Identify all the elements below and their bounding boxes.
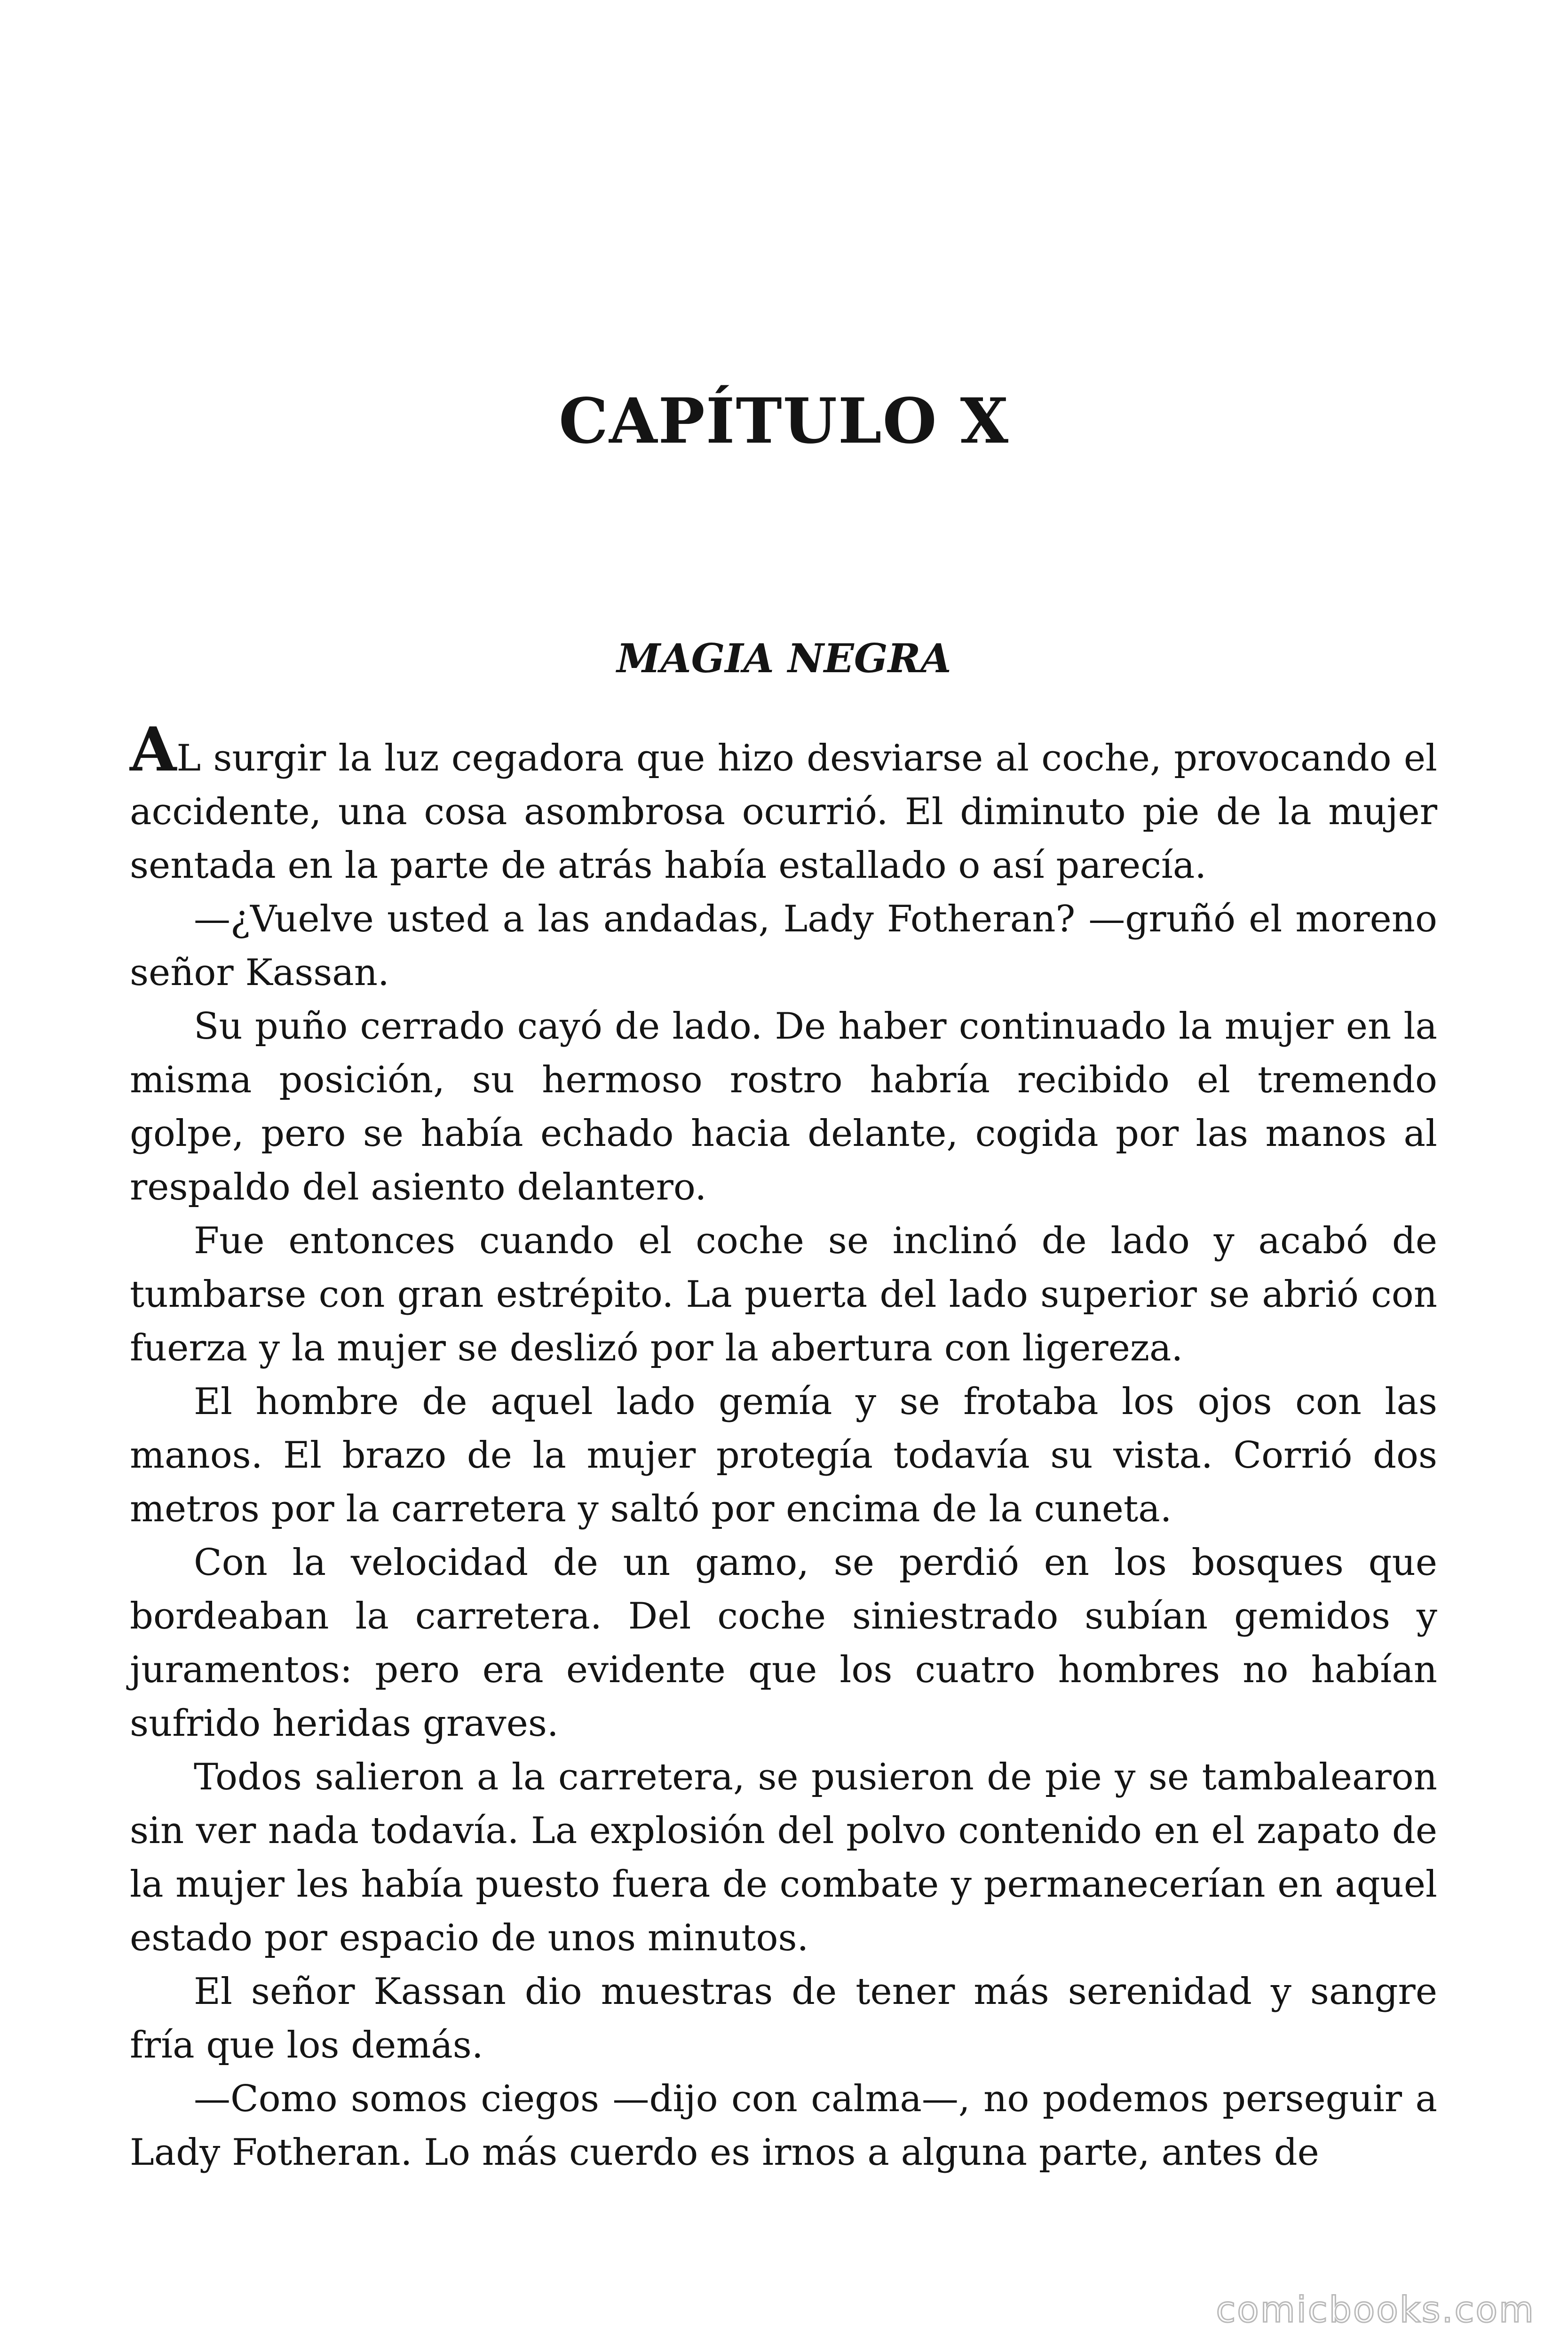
- paragraph-9: —Como somos ciegos —dijo con calma—, no podemos perseguir a Lady Fotheran. Lo más cuerdo es irnos a alguna parte, antes de: [130, 2078, 1437, 2174]
- paragraph-6: Con la velocidad de un gamo, se perdió en los bosques que bordeaban la carretera. Del coche siniestrado subían gemidos y juramentos: pero era evidente que los cuatro hombres no habían sufrido heridas graves.: [130, 1542, 1437, 1745]
- drop-cap: A: [130, 715, 177, 785]
- paragraph-text: surgir la luz cegadora que hizo desviarse al coche, provocando el accidente, una cosa asombrosa ocurrió. El diminuto pie de la mujer sentada en la parte de atrás había estallado o así parecía.: [130, 737, 1437, 887]
- paragraph-3: Su puño cerrado cayó de lado. De haber continuado la mujer en la misma posición, su hermoso rostro habría recibido el tremendo golpe, pero se había echado hacia delante, cogida por las manos al respaldo del asiento delantero.: [130, 1005, 1437, 1208]
- paragraph-7: Todos salieron a la carretera, se pusieron de pie y se tambalearon sin ver nada todavía. La explosión del polvo contenido en el zapato de la mujer les había puesto fuera de combate y permanecerían en aquel estado por espacio de unos minutos.: [130, 1756, 1437, 1959]
- paragraph-1: [130, 715, 1437, 892]
- lead-letter: L: [176, 737, 201, 779]
- chapter-subtitle: MAGIA NEGRA: [617, 635, 951, 682]
- watermark: comicbooks.com: [1216, 2288, 1535, 2330]
- chapter-title: CAPÍTULO X: [559, 385, 1009, 458]
- paragraph-4: Fue entonces cuando el coche se inclinó de lado y acabó de tumbarse con gran estrépito. La puerta del lado superior se abrió con fuerza y la mujer se deslizó por la abertura con ligereza.: [130, 1220, 1437, 1369]
- paragraph-8: El señor Kassan dio muestras de tener más serenidad y sangre fría que los demás.: [130, 1971, 1437, 2066]
- chapter-body: [130, 715, 1437, 2179]
- paragraph-5: El hombre de aquel lado gemía y se frotaba los ojos con las manos. El brazo de la mujer protegía todavía su vista. Corrió dos metros por la carretera y saltó por encima de la cuneta.: [130, 1381, 1437, 1530]
- paragraph-2: —¿Vuelve usted a las andadas, Lady Fotheran? —gruñó el moreno señor Kassan.: [130, 898, 1437, 994]
